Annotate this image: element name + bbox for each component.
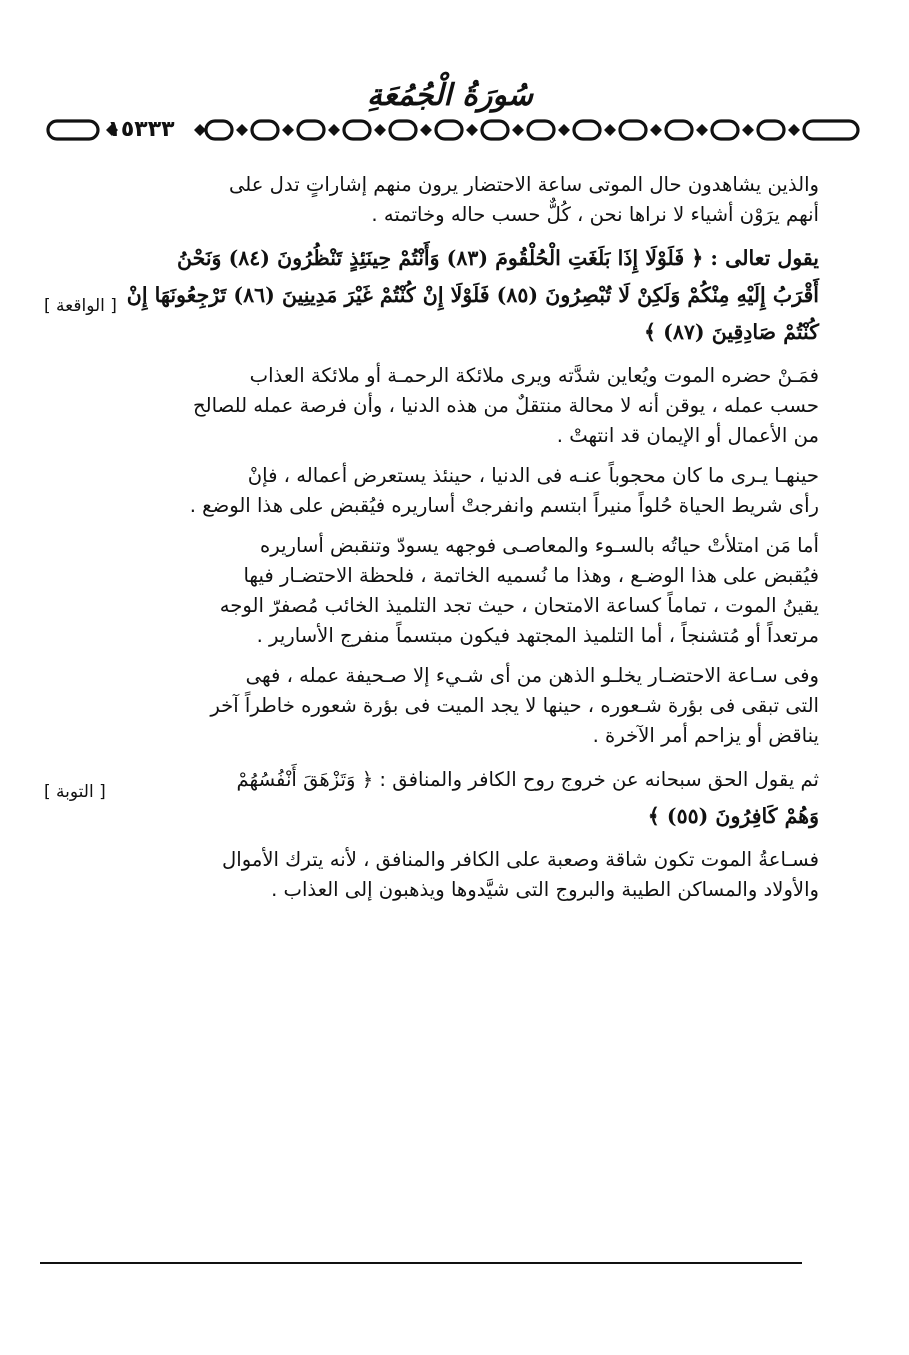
paragraph bbox=[44, 361, 819, 451]
text-line: والذين يشاهدون حال الموتى ساعة الاحتضار يرون منهم إشاراتٍ تدل على bbox=[228, 173, 819, 196]
quran-line: أَقْرَبُ إِلَيْهِ مِنْكُمْ وَلَكِنْ لَا تُبْصِرُونَ (٨٥) فَلَوْلَا إِنْ كُنْتُمْ غَيْرَ مَدِينِينَ (٨٦) تَرْجِعُونَهَا إِنْ bbox=[126, 283, 819, 307]
text-line: فسـاعةُ الموت تكون شاقة وصعبة على الكافر والمنافق ، لأنه يترك الأموال bbox=[222, 848, 819, 871]
text-line: من الأعمال أو الإيمان قد انتهتْ . bbox=[556, 424, 819, 447]
text-line: والأولاد والمساكن الطيبة والبروج التى شيَّدوها ويذهبون إلى العذاب . bbox=[271, 878, 819, 901]
text-line: وفى سـاعة الاحتضـار يخلـو الذهن من أى شـيء إلا صـحيفة عمله ، فهى bbox=[245, 664, 819, 687]
text-line: فيُقبض على هذا الوضـع ، وهذا ما نُسميه الخاتمة ، فلحظة الاحتضـار فيها bbox=[243, 564, 819, 587]
quran-line: يقول تعالى : ﴿ فَلَوْلَا إِذَا بَلَغَتِ الْحُلْقُومَ (٨٣) وَأَنْتُمْ حِينَئِذٍ تَنْظُرُونَ (٨٤) وَنَحْنُ bbox=[176, 246, 819, 270]
quran-verse-block bbox=[44, 240, 819, 351]
paragraph bbox=[44, 531, 819, 651]
paragraph bbox=[44, 461, 819, 521]
quran-line: وَهُمْ كَافِرُونَ (٥٥) ﴾ bbox=[647, 804, 819, 828]
text-line: حسب عمله ، يوقن أنه لا محالة منتقلٌ من هذه الدنيا ، وأن فرصة عمله للصالح bbox=[193, 394, 819, 417]
surah-title: سُورَةُ الْجُمُعَةِ bbox=[366, 78, 534, 113]
text-line: أنهم يرَوْن أشياء لا نراها نحن ، كُلٌّ حسب حاله وخاتمته . bbox=[371, 203, 819, 226]
surah-reference: [ الواقعة ] bbox=[44, 296, 117, 316]
quran-line: كُنْتُمْ صَادِقِينَ (٨٧) ﴾ bbox=[643, 320, 819, 344]
text-line: يناقض أو يزاحم أمر الآخرة . bbox=[592, 724, 819, 747]
page-body bbox=[44, 170, 819, 915]
text-line: فمَـنْ حضره الموت ويُعاين شدَّته ويرى ملائكة الرحمـة أو ملائكة العذاب bbox=[249, 364, 819, 387]
quran-verse-block bbox=[44, 761, 819, 835]
surah-reference: [ التوبة ] bbox=[44, 782, 106, 802]
text-line: مرتعداً أو مُتشنجاً ، أما التلميذ المجتهد فيكون مبتسماً منفرج الأسارير . bbox=[256, 624, 819, 647]
paragraph bbox=[44, 661, 819, 751]
paragraph bbox=[44, 845, 819, 905]
text-line: رأى شريط الحياة حُلواً منيراً ابتسم وانفرجتْ أساريره فيُقبض على هذا الوضع . bbox=[189, 494, 819, 517]
page-number: ١٥٣٣٣ bbox=[107, 117, 175, 142]
text-line: حينهـا يـرى ما كان محجوباً عنـه فى الدنيا ، حينئذ يستعرض أعماله ، فإنْ bbox=[247, 464, 819, 487]
text-line: يقينُ الموت ، تماماً كساعة الامتحان ، حيث تجد التلميذ الخائب مُصفرّ الوجه bbox=[219, 594, 819, 617]
quran-line-last bbox=[44, 296, 819, 351]
quran-line-last bbox=[44, 782, 819, 835]
text-line: التى تبقى فى بؤرة شـعوره ، حينها لا يجد الميت فى بؤرة شعوره خاطراً آخر bbox=[210, 694, 819, 717]
text-line: أما مَن امتلأتْ حياتُه بالسـوء والمعاصـى فوجهه يسودّ وتنقبض أساريره bbox=[260, 534, 819, 557]
paragraph bbox=[44, 170, 819, 230]
quran-line: ثم يقول الحق سبحانه عن خروج روح الكافر والمنافق : ﴿ وَتَزْهَقَ أَنْفُسُهُمْ bbox=[236, 768, 819, 791]
footer-rule bbox=[40, 1262, 802, 1264]
